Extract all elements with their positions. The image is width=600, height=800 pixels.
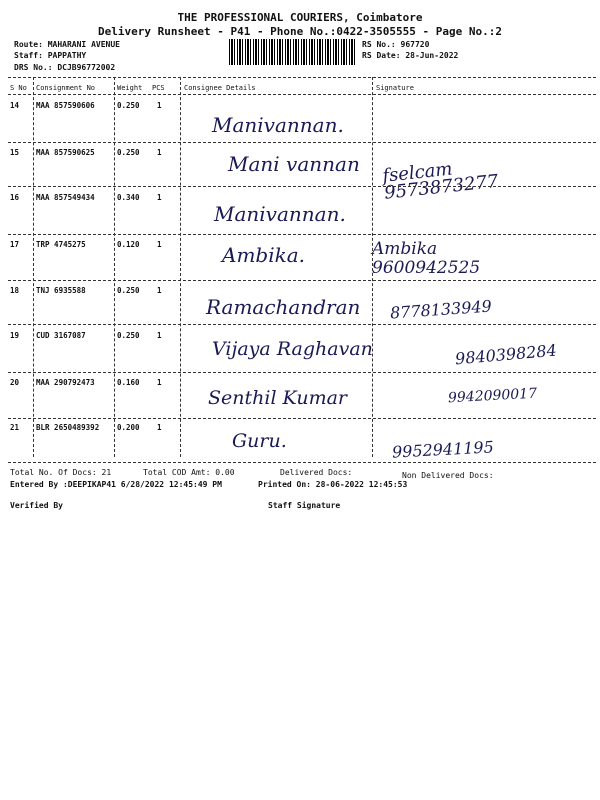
col-header-signature: Signature [376,84,414,92]
table-top-rule [8,77,596,78]
row-consignment: TRP 4745275 [36,240,86,249]
row-sno: 15 [10,148,20,157]
row-weight: 0.200 [117,423,140,432]
staff-label: Staff: PAPPATHY [14,51,87,60]
row-divider [8,324,596,325]
barcode-image [229,39,357,65]
non-delivered-docs: Non Delivered Docs: [402,471,494,480]
column-divider [114,77,115,457]
rs-number: RS No.: 967720 [362,40,430,49]
col-header-consignee: Consignee Details [184,84,256,92]
row-divider [8,234,596,235]
table-header-rule [8,94,596,95]
row-divider [8,418,596,419]
column-divider [180,77,181,457]
row-signature-handwritten: 9942090017 [447,385,538,407]
row-pcs: 1 [157,193,162,202]
row-pcs: 1 [157,423,162,432]
row-divider [8,142,596,143]
row-consignee-handwritten: Mani vannan [228,152,360,176]
entered-by: Entered By :DEEPIKAP41 6/28/2022 12:45:49 PM [10,480,222,489]
row-sno: 16 [10,193,20,202]
row-weight: 0.250 [117,286,140,295]
row-pcs: 1 [157,148,162,157]
row-sno: 17 [10,240,20,249]
row-weight: 0.250 [117,331,140,340]
row-consignment: MAA 857590606 [36,101,95,110]
row-signature-handwritten: 9840398284 [454,340,558,369]
row-pcs: 1 [157,331,162,340]
staff-signature: Staff Signature [268,501,341,510]
row-sno: 20 [10,378,20,387]
company-title: THE PROFESSIONAL COURIERS, Coimbatore [177,11,423,24]
total-cod: Total COD Amt: 0.00 [143,468,235,477]
row-pcs: 1 [157,101,162,110]
row-signature-handwritten: 8778133949 [389,296,493,323]
row-weight: 0.250 [117,101,140,110]
row-weight: 0.340 [117,193,140,202]
row-consignee-handwritten: Senthil Kumar [208,387,348,409]
verified-by: Verified By [10,501,63,510]
delivered-docs: Delivered Docs: [280,468,353,477]
row-sno: 18 [10,286,20,295]
row-consignee-handwritten: Guru. [232,430,287,452]
route-label: Route: MAHARANI AVENUE [14,40,120,49]
column-divider [33,77,34,457]
total-docs: Total No. Of Docs: 21 [10,468,112,477]
row-consignment: MAA 857549434 [36,193,95,202]
row-sno: 19 [10,331,20,340]
col-header-sno: S No [10,84,27,92]
row-divider [8,186,596,187]
col-header-pcs: PCS [152,84,165,92]
row-weight: 0.160 [117,378,140,387]
row-divider [8,280,596,281]
row-pcs: 1 [157,240,162,249]
row-consignment: TNJ 6935588 [36,286,86,295]
row-signature-handwritten: 9952941195 [391,437,495,462]
row-consignee-handwritten: Ramachandran [206,295,361,319]
row-consignee-handwritten: Ambika. [222,243,306,267]
row-consignee-handwritten: Manivannan. [212,113,344,137]
row-signature-handwritten: Ambika 9600942525 [372,239,481,278]
row-pcs: 1 [157,286,162,295]
row-weight: 0.120 [117,240,140,249]
row-consignment: MAA 857590625 [36,148,95,157]
row-pcs: 1 [157,378,162,387]
col-header-weight: Weight [117,84,143,92]
row-consignee-handwritten: Vijaya Raghavan [212,338,373,360]
row-consignment: BLR 2650489392 [36,423,100,432]
row-signature-handwritten: fselcam 9573873277 [381,158,500,204]
row-consignment: CUD 3167087 [36,331,86,340]
row-weight: 0.250 [117,148,140,157]
row-divider [8,372,596,373]
rs-date: RS Date: 28-Jun-2022 [362,51,459,60]
printed-on: Printed On: 28-06-2022 12:45:53 [258,480,408,489]
runsheet-title: Delivery Runsheet - P41 - Phone No.:0422-3505555 - Page No.:2 [98,25,502,38]
row-sno: 21 [10,423,20,432]
col-header-consignment: Consignment No [36,84,96,92]
row-consignee-handwritten: Manivannan. [214,202,346,226]
row-consignment: MAA 290792473 [36,378,95,387]
table-bottom-rule [8,462,596,463]
drs-number: DRS No.: DCJB96772002 [14,63,116,72]
row-sno: 14 [10,101,20,110]
